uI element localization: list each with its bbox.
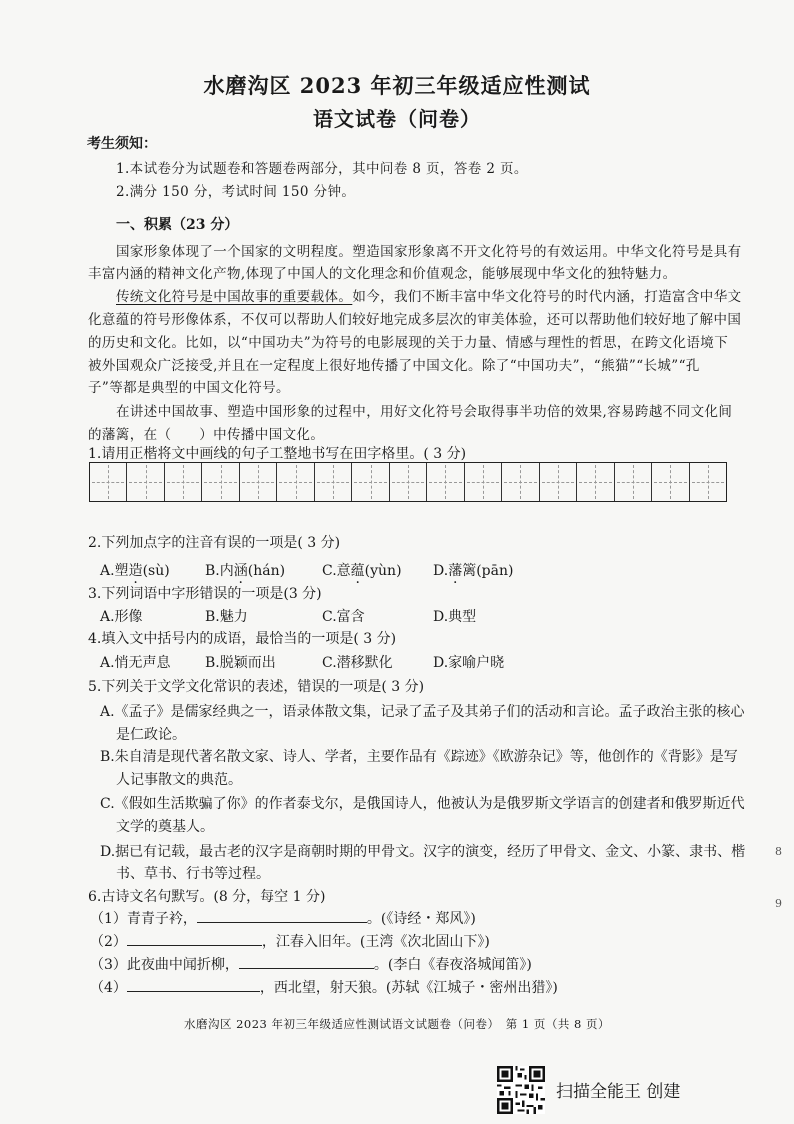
- q2-option-a[interactable]: A.塑造(sù): [100, 563, 170, 579]
- question-6: 6.古诗文名句默写。(8 分，每空 1 分): [88, 889, 326, 905]
- question-1: 1.请用正楷将文中画线的句子工整地书写在田字格里。( 3 分): [88, 446, 467, 462]
- q4-option-a[interactable]: A.悄无声息: [100, 655, 171, 671]
- q5-option-b[interactable]: B.朱自清是现代著名散文家、诗人、学者，主要作品有《踪迹》《欧游杂记》等，他创作的《背影》是写: [100, 749, 738, 765]
- qr-code-icon: [497, 1066, 545, 1114]
- q3-option-b[interactable]: B.魅力: [205, 609, 248, 625]
- passage-text: 如今，我们不断丰富中华文化符号的时代内涵，打造富含中华文: [352, 289, 742, 305]
- passage-line: 子”等都是典型的中国文化符号。: [88, 380, 290, 396]
- notice-item: 1.本试卷分为试题卷和答题卷两部分，其中问卷 8 页，答卷 2 页。: [116, 161, 528, 177]
- grid-cell[interactable]: [352, 463, 389, 501]
- question-3: 3.下列词语中字形错误的一项是(3 分): [88, 586, 322, 602]
- grid-cell[interactable]: [465, 463, 502, 501]
- q4-option-c[interactable]: C.潜移默化: [322, 655, 393, 671]
- passage-line: 的藩篱，在（ ）中传播中国文化。: [88, 427, 325, 443]
- q5-option-d[interactable]: D.据已有记载，最古老的汉字是商朝时期的甲骨文。汉字的演变，经历了甲骨文、金文、小篆、隶书、楷: [100, 844, 746, 860]
- q3-option-d[interactable]: D.典型: [433, 609, 477, 625]
- passage-line: 在讲述中国故事、塑造中国形象的过程中，用好文化符号会取得事半功倍的效果,容易跨越不同文化间: [116, 404, 733, 420]
- q4-option-d[interactable]: D.家喻户晓: [433, 655, 505, 671]
- grid-cell[interactable]: [90, 463, 127, 501]
- grid-cell[interactable]: [615, 463, 652, 501]
- passage-line: 国家形象体现了一个国家的文明程度。塑造国家形象离不开文化符号的有效运用。中华文化符号是具有: [116, 244, 742, 260]
- q6-line-4: （4） ，西北望，射天狼。(苏轼《江城子・密州出猎》): [90, 980, 558, 996]
- q3-option-a[interactable]: A.形像: [100, 609, 143, 625]
- grid-cell[interactable]: [165, 463, 202, 501]
- notice-item: 2.满分 150 分，考试时间 150 分钟。: [116, 184, 356, 200]
- answer-blank[interactable]: [239, 956, 374, 969]
- grid-cell[interactable]: [502, 463, 539, 501]
- question-4: 4.填入文中括号内的成语，最恰当的一项是( 3 分): [88, 631, 397, 647]
- question-2: 2.下列加点字的注音有误的一项是( 3 分): [88, 535, 341, 551]
- notice-heading: 考生须知：: [87, 136, 157, 152]
- edge-mark: 8: [775, 845, 782, 858]
- edge-mark: 9: [775, 897, 782, 910]
- q5-option-c-cont: 文学的奠基人。: [116, 819, 214, 835]
- q5-option-d-cont: 书、草书、行书等过程。: [116, 866, 270, 882]
- grid-cell[interactable]: [202, 463, 239, 501]
- grid-cell[interactable]: [240, 463, 277, 501]
- q6-line-3: （3）此夜曲中闻折柳， 。(李白《春夜洛城闻笛》): [90, 957, 532, 973]
- question-5: 5.下列关于文学文化常识的表述，错误的一项是( 3 分): [88, 679, 425, 695]
- answer-blank[interactable]: [127, 979, 260, 992]
- q2-option-c[interactable]: C.意蕴(yùn): [322, 563, 402, 579]
- q5-option-b-cont: 人记事散文的典范。: [116, 772, 242, 788]
- q6-line-2: （2） ，江春入旧年。(王湾《次北固山下》): [90, 934, 490, 950]
- grid-cell[interactable]: [315, 463, 352, 501]
- q5-option-a[interactable]: A.《孟子》是儒家经典之一，语录体散文集，记录了孟子及其弟子们的活动和言论。孟子政治主张的核心: [100, 704, 745, 720]
- q5-option-c[interactable]: C.《假如生活欺骗了你》的作者泰戈尔，是俄国诗人，他被认为是俄罗斯文学语言的创建者和俄罗斯近代: [100, 796, 745, 812]
- grid-cell[interactable]: [652, 463, 689, 501]
- q5-option-a-cont: 是仁政论。: [116, 727, 186, 743]
- exam-subtitle: 语文试卷（问卷）: [313, 107, 481, 131]
- grid-cell[interactable]: [540, 463, 577, 501]
- answer-blank[interactable]: [127, 933, 262, 946]
- passage-line: 被外国观众广泛接受,并且在一定程度上很好地传播了中国文化。除了“中国功夫”，“熊猫”“长城”“孔: [88, 358, 700, 374]
- page-footer: 水磨沟区 2023 年初三年级适应性测试语文试题卷（问卷） 第 1 页（共 8 页）: [183, 1017, 611, 1031]
- scanner-watermark: 扫描全能王 创建: [556, 1082, 681, 1102]
- grid-cell[interactable]: [577, 463, 614, 501]
- passage-line: [116, 285, 742, 305]
- exam-title: 水磨沟区 2023 年初三年级适应性测试: [203, 73, 591, 98]
- grid-cell[interactable]: [427, 463, 464, 501]
- q2-option-d[interactable]: D.藩篱(pān): [433, 563, 514, 579]
- q3-option-c[interactable]: C.富含: [322, 609, 365, 625]
- passage-line: 的历史和文化。比如，以“中国功夫”为符号的电影展现的关于力量、情感与理性的哲思，在跨文化语境下: [88, 335, 729, 351]
- tianzige-grid[interactable]: [89, 462, 727, 502]
- section-heading: 一、积累（23 分）: [116, 217, 239, 233]
- underlined-sentence: 传统文化符号是中国故事的重要载体。: [116, 289, 353, 305]
- q6-line-1: （1）青青子衿， 。(《诗经・郑风》): [90, 911, 476, 927]
- q4-option-b[interactable]: B.脱颖而出: [205, 655, 276, 671]
- q2-option-b[interactable]: B.内涵(hán): [205, 563, 286, 579]
- grid-cell[interactable]: [690, 463, 726, 501]
- passage-line: 丰富内涵的精神文化产物,体现了中国人的文化理念和价值观念，能够展现中华文化的独特魅力。: [88, 266, 677, 282]
- grid-cell[interactable]: [277, 463, 314, 501]
- grid-cell[interactable]: [127, 463, 164, 501]
- passage-line: 化意蕴的符号形像体系，不仅可以帮助人们较好地完成多层次的审美体验，还可以帮助他们较好地了解中国: [88, 312, 742, 328]
- grid-cell[interactable]: [390, 463, 427, 501]
- answer-blank[interactable]: [197, 910, 367, 923]
